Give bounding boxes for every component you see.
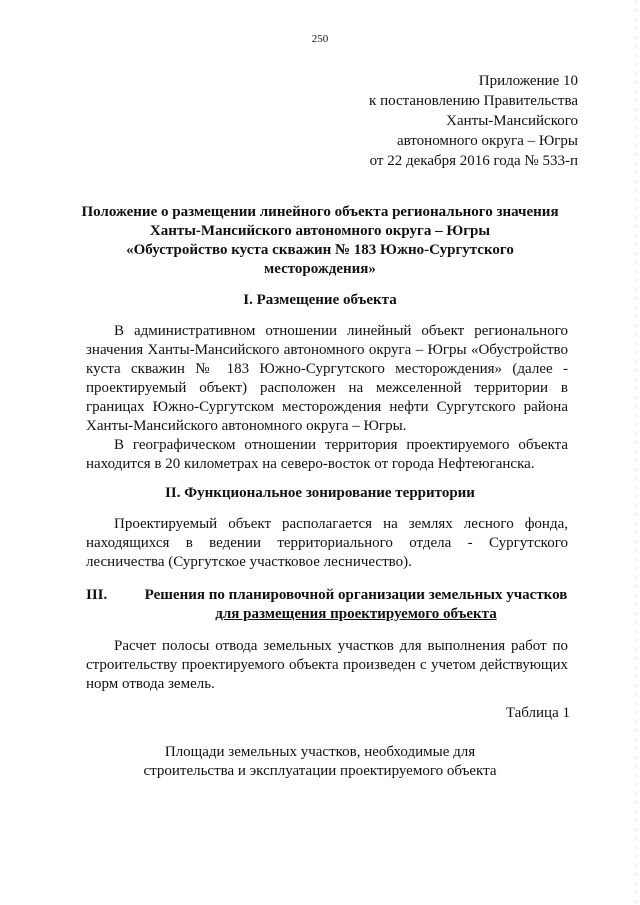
section-2-heading: II. Функциональное зонирование территории <box>165 485 475 501</box>
section-1-paragraph-1 <box>86 322 568 436</box>
caption-line: строительства и эксплуатации проектируемого объекта <box>143 763 497 779</box>
paragraph-line: проектируемый объект) расположен на межселенной территории в <box>86 380 568 396</box>
document-title <box>60 203 580 279</box>
paragraph-line: находящихся в ведении территориального отдела - Сургутского <box>86 535 568 551</box>
scan-edge-artifact <box>636 0 637 905</box>
page-number: 250 <box>311 33 329 45</box>
appendix-line: Ханты-Мансийского <box>446 113 578 129</box>
title-line: «Обустройство куста скважин № 183 Южно-Сургутского <box>126 242 514 258</box>
paragraph-line: В географическом отношении территория проектируемого объекта <box>114 437 568 453</box>
paragraph-line: норм отвода земель. <box>86 676 215 692</box>
section-3-paragraph <box>86 637 568 694</box>
paragraph-line: В административном отношении линейный объект регионального <box>114 323 568 339</box>
paragraph-line: Расчет полосы отвода земельных участков для выполнения работ по <box>114 638 568 654</box>
appendix-line: автономного округа – Югры <box>396 133 578 149</box>
table-label: Таблица 1 <box>505 705 570 721</box>
paragraph-line: строительству проектируемого объекта произведен с учетом действующих <box>86 657 568 673</box>
section-3-heading-line: Решения по планировочной организации земельных участков <box>144 587 568 603</box>
paragraph-line: границах Южно-Сургутском месторождения нефти Сургутского района <box>86 399 568 415</box>
section-3-heading-line: для размещения проектируемого объекта <box>215 606 497 622</box>
title-line: месторождения» <box>264 261 376 277</box>
section-2-paragraph <box>86 515 568 572</box>
paragraph-line: куста скважин № 183 Южно-Сургутского месторождения» (далее - <box>86 361 568 377</box>
paragraph-line: Проектируемый объект располагается на землях лесного фонда, <box>114 516 568 532</box>
appendix-line: Приложение 10 <box>478 73 578 89</box>
section-3-number: III. <box>86 587 108 603</box>
caption-line: Площади земельных участков, необходимые для <box>164 744 476 760</box>
section-1-paragraph-2 <box>86 436 568 474</box>
paragraph-line: значения Ханты-Мансийского автономного округа – Югры «Обустройство <box>86 342 568 358</box>
paragraph-line: лесничества (Сургутское участковое лесничество). <box>86 554 412 570</box>
paragraph-line: находится в 20 километрах на северо-восток от города Нефтеюганска. <box>86 456 535 472</box>
section-1-heading: I. Размещение объекта <box>243 292 397 308</box>
table-caption <box>60 743 580 781</box>
appendix-line: от 22 декабря 2016 года № 533-п <box>369 153 578 169</box>
title-line: Положение о размещении линейного объекта регионального значения <box>81 204 559 220</box>
appendix-line: к постановлению Правительства <box>369 93 578 109</box>
appendix-block <box>369 71 578 171</box>
title-line: Ханты-Мансийского автономного округа – Югры <box>149 223 491 239</box>
paragraph-line: Ханты-Мансийского автономного округа – Югры. <box>86 418 407 434</box>
